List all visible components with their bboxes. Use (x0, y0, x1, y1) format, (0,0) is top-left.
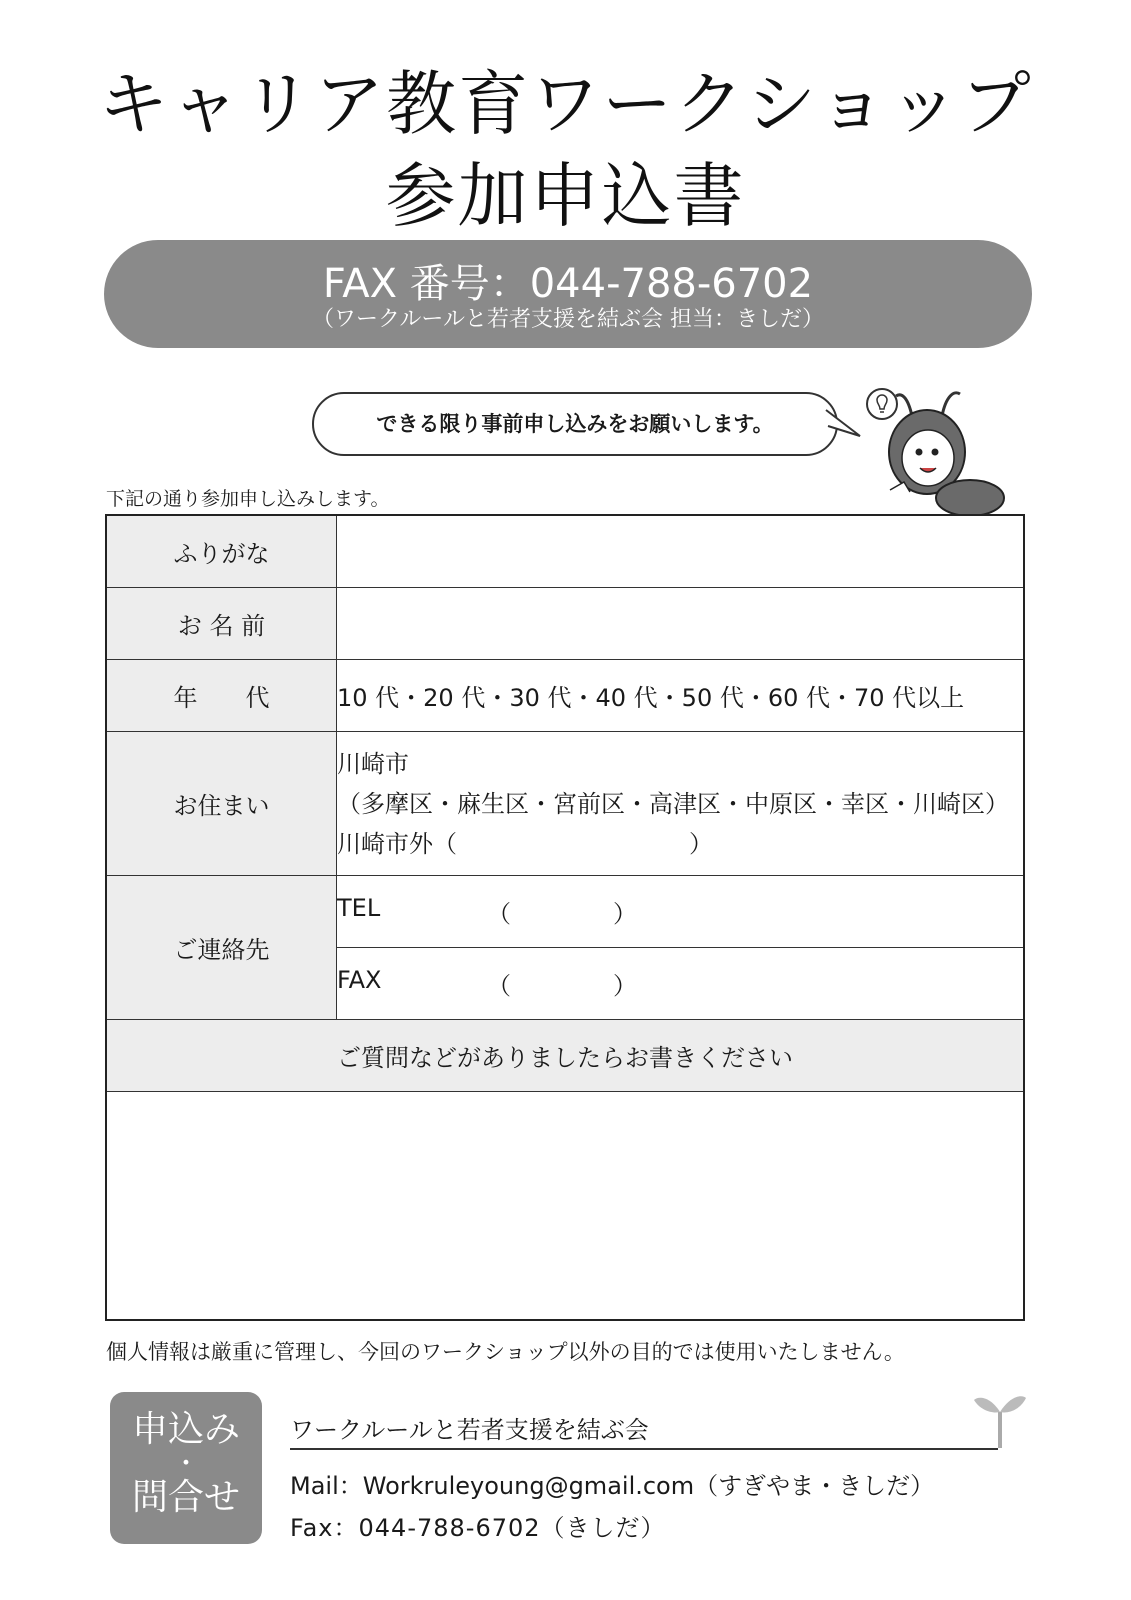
address-city: 川崎市 (337, 749, 409, 778)
fax-field[interactable]: FAX （ ） (337, 948, 1025, 1020)
question-label: ご質問などがありましたらお書きください (106, 1020, 1024, 1092)
age-options[interactable]: 10 代・20 代・30 代・40 代・50 代・60 代・70 代以上 (337, 660, 1025, 732)
address-wards: （多摩区・麻生区・宮前区・高津区・中原区・幸区・川崎区） (337, 789, 1009, 818)
tel-row (106, 876, 1024, 948)
name-field[interactable] (337, 588, 1025, 660)
fax-number: FAX 番号：044-788-6702 (322, 261, 814, 307)
furigana-field[interactable] (337, 515, 1025, 588)
name-row (106, 588, 1024, 660)
form-intro: 下記の通り参加申し込みします。 (106, 488, 390, 510)
address-field[interactable] (337, 732, 1025, 876)
ant-mascot-icon (862, 386, 1022, 516)
question-field[interactable] (106, 1092, 1024, 1321)
sprout-icon (972, 1390, 1028, 1450)
divider (290, 1448, 998, 1450)
title-line2: 参加申込書 (385, 155, 746, 237)
privacy-note: 個人情報は厳重に管理し、今回のワークショップ以外の目的では使用いたしません。 (106, 1340, 905, 1364)
speech-bubble-tail (824, 400, 864, 440)
fax-banner (104, 240, 1032, 348)
lightbulb-icon (867, 389, 897, 419)
question-header-row (106, 1020, 1024, 1092)
contact-label: ご連絡先 (106, 876, 337, 1020)
contact-badge: 申込み ・ 問合せ (110, 1392, 262, 1544)
title-line1: キャリア教育ワークショップ (98, 63, 1033, 145)
speech-bubble: できる限り事前申し込みをお願いします。 (312, 392, 838, 456)
age-row (106, 660, 1024, 732)
tel-label: TEL (337, 894, 381, 922)
fax-contact-person: （ワークルールと若者支援を結ぶ会 担当：きしだ） (312, 307, 824, 332)
address-label: お住まい (106, 732, 337, 876)
address-outside: 川崎市外（ ） (337, 829, 713, 858)
contact-mail[interactable]: Mail：Workruleyoung@gmail.com（すぎやま・きしだ） (290, 1472, 935, 1500)
contact-fax: Fax：044-788-6702（きしだ） (290, 1514, 666, 1542)
furigana-label: ふりがな (106, 515, 337, 588)
organization-name: ワークルールと若者支援を結ぶ会 (290, 1416, 649, 1444)
address-row (106, 732, 1024, 876)
application-form (105, 514, 1025, 1321)
name-label: お 名 前 (106, 588, 337, 660)
age-label: 年 代 (106, 660, 337, 732)
question-row (106, 1092, 1024, 1321)
tel-field[interactable]: TEL （ ） (337, 876, 1025, 948)
fax-label: FAX (337, 966, 382, 994)
furigana-row (106, 515, 1024, 588)
